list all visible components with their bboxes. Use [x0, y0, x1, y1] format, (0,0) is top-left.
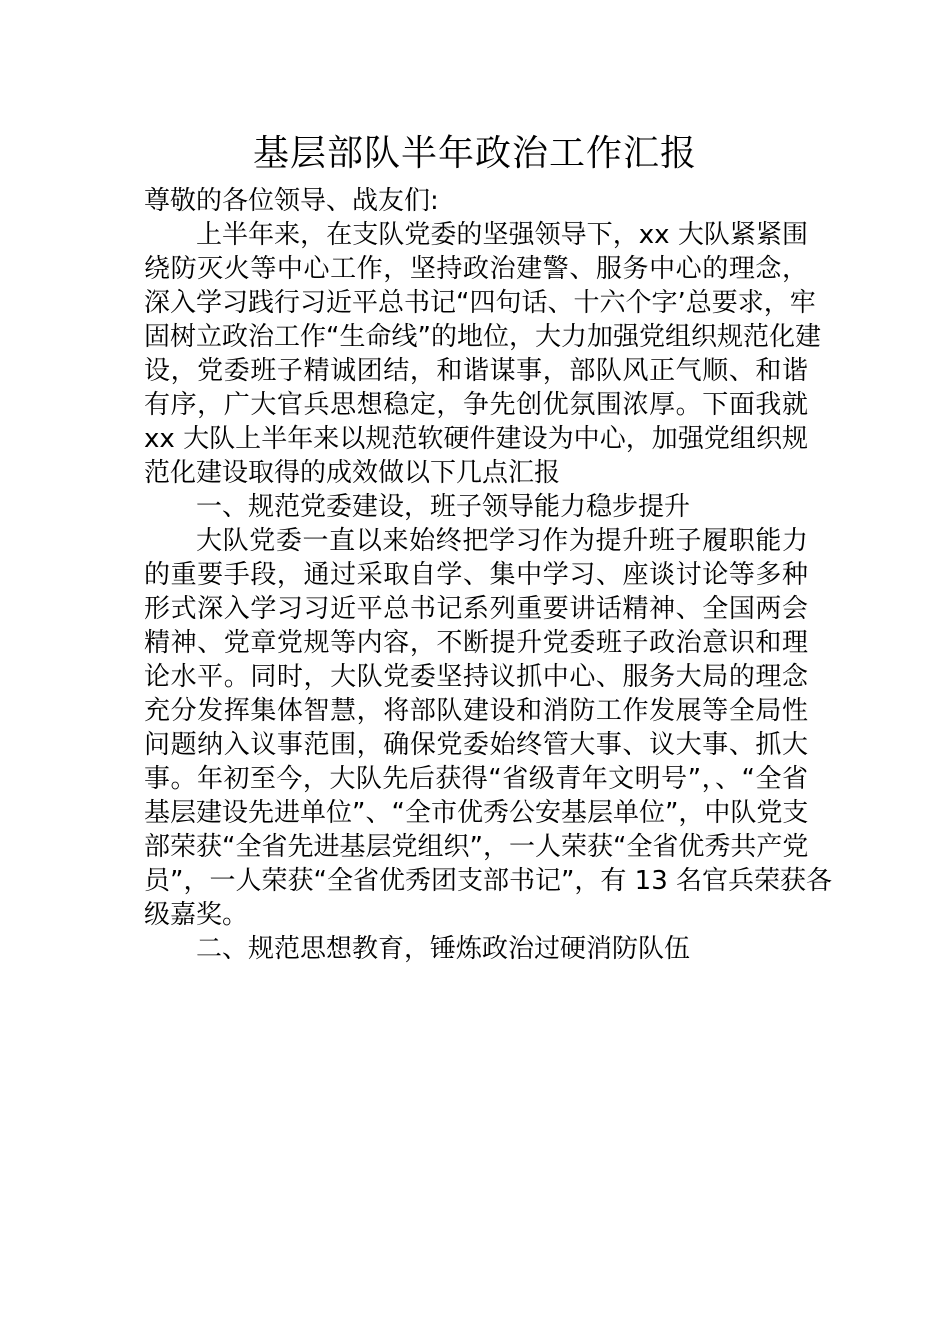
document-title: 基层部队半年政治工作汇报: [252, 133, 697, 174]
intro-line: 范化建设取得的成效做以下几点汇报: [144, 458, 561, 488]
intro-line: 固树立政治工作“生命线”的地位，大力加强党组织规范化建: [144, 322, 821, 352]
section1-line: 部荣获“全省先进基层党组织”，一人荣获“全省优秀共产党: [144, 832, 809, 862]
intro-line: xx 大队上半年来以规范软硬件建设为中心，加强党组织规: [144, 424, 808, 454]
section1-line: 基层建设先进单位”、“全市优秀公安基层单位”，中队党支: [144, 798, 809, 828]
intro-line: 设，党委班子精诚团结，和谐谋事，部队风正气顺、和谐: [144, 356, 808, 386]
section1-line: 级嘉奖。: [144, 900, 249, 930]
section1-line: 论水平。同时，大队党委坚持议抓中心、服务大局的理念: [144, 662, 808, 692]
intro-line: 上半年来，在支队党委的坚强领导下，xx 大队紧紧围: [196, 220, 808, 250]
document-body: [144, 184, 833, 966]
section1-line: 的重要手段，通过采取自学、集中学习、座谈讨论等多种: [144, 560, 808, 590]
section-heading-2: 二、规范思想教育，锤炼政治过硬消防队伍: [196, 934, 691, 964]
intro-line: 深入学习践行习近平总书记“四句话、十六个字’总要求，牢: [144, 288, 816, 318]
section1-line: 员”，一人荣获“全省优秀团支部书记”，有 13 名官兵荣获各: [144, 866, 833, 896]
intro-line: 有序，广大官兵思想稳定，争先创优氛围浓厚。下面我就: [144, 390, 808, 420]
section-heading-1: 一、规范党委建设，班子领导能力稳步提升: [196, 492, 691, 522]
section1-line: 问题纳入议事范围，确保党委始终管大事、议大事、抓大: [144, 730, 808, 760]
section1-line: 事。年初至今，大队先后获得“省级青年文明号”，、“全省: [144, 764, 808, 794]
section1-line: 精神、党章党规等内容，不断提升党委班子政治意识和理: [144, 628, 808, 658]
intro-line: 绕防灭火等中心工作，坚持政治建警、服务中心的理念，: [144, 254, 808, 284]
section1-line: 大队党委一直以来始终把学习作为提升班子履职能力: [196, 526, 808, 556]
section1-line: 形式深入学习习近平总书记系列重要讲话精神、全国两会: [144, 594, 808, 624]
section1-line: 充分发挥集体智慧，将部队建设和消防工作发展等全局性: [144, 696, 808, 726]
salutation: 尊敬的各位领导、战友们:: [144, 186, 439, 216]
